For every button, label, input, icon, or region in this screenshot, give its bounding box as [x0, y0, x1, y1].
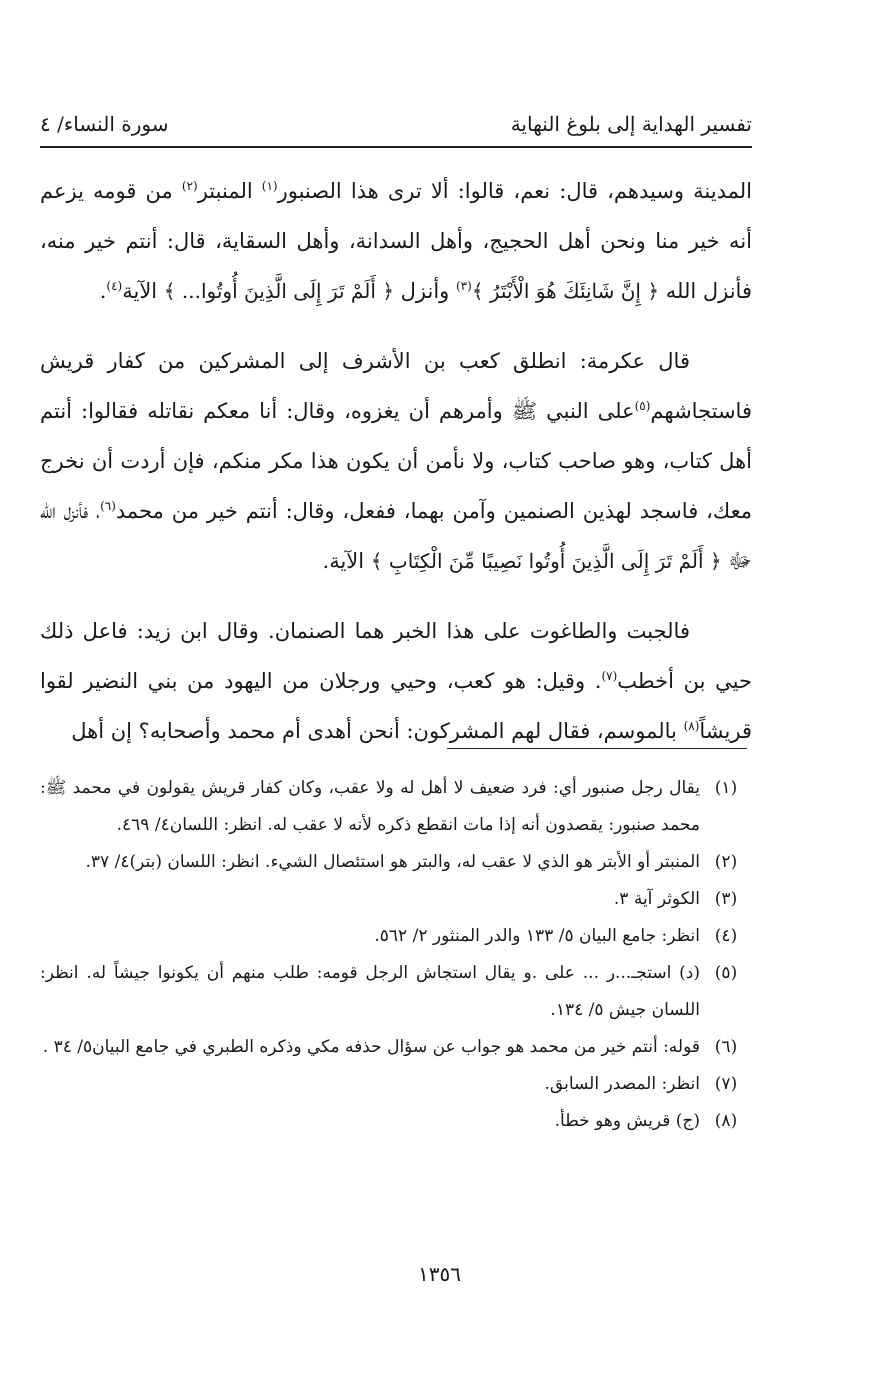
footnote-number: (٤)	[714, 926, 738, 946]
text-run: بالموسم، فقال لهم المشركون: أنحن أهدى أم محمد وأصحابه؟ إن أهل	[71, 719, 684, 743]
footnote-item	[40, 1066, 752, 1103]
footnote-text: قوله: أنتم خير من محمد هو جواب عن سؤال حذفه مكي وذكره الطبري في جامع البيان٥/ ٣٤ .	[42, 1037, 700, 1057]
footnote-text: يقال رجل صنبور أي: فرد ضعيف لا أهل له ولا عقب، وكان كفار قريش يقولون في محمد ﷺ: محمد صنبور: يقصدون أنه إذا مات انقطع ذكره لأنه لا عقب له. انظر: اللسان٤/ ٤٦٩.	[40, 778, 700, 835]
footnote-number: (١)	[714, 778, 738, 798]
text-run: ، فأنزل الله ﷻ	[40, 499, 752, 573]
footnote-number: (٦)	[714, 1037, 738, 1057]
header-divider	[40, 146, 752, 148]
footnote-item	[40, 770, 752, 844]
paragraph-3	[40, 606, 752, 756]
text-run: .	[99, 279, 107, 303]
main-text	[40, 166, 752, 776]
footnote-item	[40, 881, 752, 918]
text-run: من قومه يزعم أنه خير منا ونحن أهل الحجيج، وأهل السدانة، وأهل السقاية، قال: أنتم خير منه، فأنزل الله	[40, 179, 752, 303]
footnotes	[40, 770, 752, 1140]
page-number: ١٣٥٦	[418, 1262, 461, 1286]
footnote-ref-3[interactable]: (٣)	[455, 279, 472, 293]
footnote-item	[40, 844, 752, 881]
text-run: الآية	[122, 279, 164, 303]
footnote-text: (ج) قريش وهو خطأ.	[554, 1111, 700, 1131]
footnote-text: (د) استجـ...ر ... على .و يقال استجاش الرجل قومه: طلب منهم أن يكونوا جيشاً له. انظر: اللسان جيش ٥/ ١٣٤.	[40, 963, 700, 1020]
footnote-item	[40, 918, 752, 955]
footnote-ref-4[interactable]: (٤)	[106, 279, 123, 293]
text-run: وأنزل	[393, 279, 456, 303]
text-run: قال عكرمة: انطلق كعب بن الأشرف إلى المشركين من كفار قريش فاستجاشهم	[40, 349, 752, 423]
footnote-ref-2[interactable]: (٢)	[181, 179, 198, 193]
footnote-ref-7[interactable]: (٧)	[601, 669, 618, 683]
footnote-number: (٨)	[714, 1111, 738, 1131]
footnote-item	[40, 1103, 752, 1140]
header-surah: سورة النساء/ ٤	[40, 112, 169, 136]
footnote-text: المنبتر أو الأبتر هو الذي لا عقب له، والبتر هو استئصال الشيء. انظر: اللسان (بتر)٤/ ٣٧.	[85, 852, 700, 872]
running-header	[40, 96, 752, 136]
footnote-text: الكوثر آية ٣.	[613, 889, 700, 909]
text-run: . وقيل: هو كعب، وحيي ورجلان من اليهود من بني النضير لقوا قريشاً	[40, 669, 752, 743]
footnote-number: (٣)	[714, 889, 738, 909]
text-run: على النبي ﷺ وأمرهم أن يغزوه، وقال: أنا معكم نقاتله فقالوا: أنتم أهل كتاب، وهو صاحب كتاب، ولا نأمن أن يكون هذا مكر منكم، فإن أردت أن نخرج معك، فاسجد لهذين الصنمين وآمن بهما، ففعل، وقال: أنتم خير من محمد	[40, 399, 752, 523]
header-book-title: تفسير الهداية إلى بلوغ النهاية	[510, 112, 752, 136]
footnote-number: (٧)	[714, 1074, 738, 1094]
footnote-ref-5[interactable]: (٥)	[634, 399, 651, 413]
footnote-number: (٥)	[714, 963, 738, 983]
footnote-text: انظر: المصدر السابق.	[544, 1074, 700, 1094]
footnote-item	[40, 1029, 752, 1066]
footnote-ref-8[interactable]: (٨)	[683, 719, 700, 733]
quran-verse-2: ﴿ أَلَمْ تَرَ إِلَى الَّذِينَ أُوتُوا... ﴾	[163, 279, 394, 303]
quran-verse-3: ﴿ أَلَمْ تَرَ إِلَى الَّذِينَ أُوتُوا نَصِيبًا مِّنَ الْكِتَابِ ﴾	[370, 549, 722, 573]
text-run: المدينة وسيدهم، قال: نعم، قالوا: ألا ترى هذا الصنبور	[277, 179, 752, 203]
text-run: المنبتر	[197, 179, 262, 203]
footnote-text: انظر: جامع البيان ٥/ ١٣٣ والدر المنثور ٢/ ٥٦٢.	[374, 926, 700, 946]
paragraph-1	[40, 166, 752, 316]
text-run: الآية.	[322, 549, 371, 573]
quran-verse-1: ﴿ إِنَّ شَانِئَكَ هُوَ الْأَبْتَرُ ﴾	[471, 279, 660, 303]
footnote-divider	[447, 748, 747, 749]
text-run: فالجبت والطاغوت على هذا الخبر هما الصنمان. وقال ابن زيد: فاعل ذلك حيي بن أخطب	[40, 619, 752, 693]
footnote-ref-1[interactable]: (١)	[261, 179, 278, 193]
footnote-ref-6[interactable]: (٦)	[100, 499, 116, 513]
footnote-number: (٢)	[714, 852, 738, 872]
footnote-item	[40, 955, 752, 1029]
paragraph-2	[40, 336, 752, 586]
